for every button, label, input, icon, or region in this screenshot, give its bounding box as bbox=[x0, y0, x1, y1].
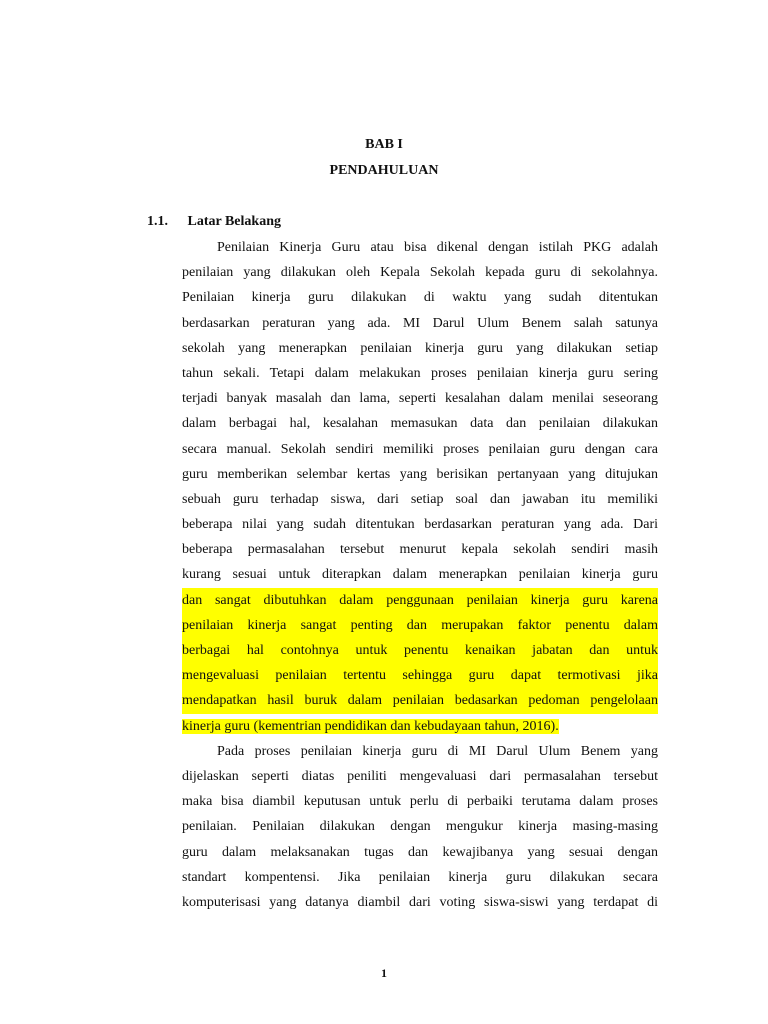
line-text: maka bisa diambil keputusan untuk perlu di perbaiki terutama dalam proses bbox=[182, 794, 658, 810]
body-text bbox=[182, 235, 658, 915]
text-line bbox=[182, 411, 658, 436]
line-text: Pada proses penilaian kinerja guru di MI Darul Ulum Benem yang bbox=[217, 743, 658, 759]
line-text: Penilaian kinerja guru dilakukan di waktu yang sudah ditentukan bbox=[182, 290, 658, 306]
text-line bbox=[182, 462, 658, 487]
line-text: kinerja guru (kementrian pendidikan dan kebudayaan tahun, 2016). bbox=[182, 718, 559, 734]
line-text: sebuah guru terhadap siswa, dari setiap soal dan jawaban itu memiliki bbox=[182, 491, 658, 507]
highlighted-text-line bbox=[182, 688, 658, 713]
line-text: kurang sesuai untuk diterapkan dalam menerapkan penilaian kinerja guru bbox=[182, 567, 658, 583]
text-line bbox=[182, 285, 658, 310]
chapter-number: BAB I bbox=[365, 137, 403, 152]
text-line bbox=[182, 814, 658, 839]
chapter-title: PENDAHULUAN bbox=[329, 163, 439, 178]
text-line bbox=[182, 739, 658, 764]
line-text: guru dalam melaksanakan tugas dan kewajibanya yang sesuai dengan bbox=[182, 844, 658, 860]
text-line bbox=[182, 235, 658, 260]
line-text: mendapatkan hasil buruk dalam penilaian bedasarkan pedoman pengelolaan bbox=[182, 688, 658, 713]
line-text: beberapa permasalahan tersebut menurut kepala sekolah sendiri masih bbox=[182, 542, 658, 558]
text-line bbox=[182, 487, 658, 512]
section-heading bbox=[147, 214, 281, 230]
line-text: Penilaian Kinerja Guru atau bisa dikenal dengan istilah PKG adalah bbox=[217, 240, 658, 255]
line-text: dijelaskan seperti diatas peniliti mengevaluasi dari permasalahan tersebut bbox=[182, 768, 658, 784]
line-text: dalam berbagai hal, kesalahan memasukan data dan penilaian dilakukan bbox=[182, 416, 658, 432]
line-text: mengevaluasi penilaian tertentu sehingga guru dapat termotivasi jika bbox=[182, 663, 658, 688]
text-line bbox=[182, 361, 658, 386]
highlighted-text-line bbox=[182, 638, 658, 663]
line-text: berdasarkan peraturan yang ada. MI Darul Ulum Benem salah satunya bbox=[182, 315, 658, 331]
line-text: penilaian. Penilaian dilakukan dengan mengukur kinerja masing-masing bbox=[182, 819, 658, 835]
text-line bbox=[182, 840, 658, 865]
text-line bbox=[182, 764, 658, 789]
text-line bbox=[182, 260, 658, 285]
text-line bbox=[182, 512, 658, 537]
page-number: 1 bbox=[381, 966, 387, 980]
text-line bbox=[182, 890, 658, 915]
line-text: dan sangat dibutuhkan dalam penggunaan penilaian kinerja guru karena bbox=[182, 588, 658, 613]
section-title: Latar Belakang bbox=[187, 214, 281, 229]
line-text: penilaian kinerja sangat penting dan merupakan faktor penentu dalam bbox=[182, 613, 658, 638]
line-text: beberapa nilai yang sudah ditentukan berdasarkan peraturan yang ada. Dari bbox=[182, 517, 658, 533]
text-line bbox=[182, 789, 658, 814]
highlighted-text-line bbox=[182, 588, 658, 613]
highlighted-text-line bbox=[182, 613, 658, 638]
line-text: sekolah yang menerapkan penilaian kinerja guru yang dilakukan setiap bbox=[182, 340, 658, 356]
text-line bbox=[182, 386, 658, 411]
section-number: 1.1. bbox=[147, 214, 168, 229]
text-line bbox=[182, 336, 658, 361]
line-text: penilaian yang dilakukan oleh Kepala Sekolah kepada guru di sekolahnya. bbox=[182, 265, 658, 281]
highlighted-text-line bbox=[182, 714, 658, 739]
line-text: komputerisasi yang datanya diambil dari voting siswa-siswi yang terdapat di bbox=[182, 894, 658, 910]
text-line bbox=[182, 437, 658, 462]
line-text: guru memberikan selembar kertas yang berisikan pertanyaan yang ditujukan bbox=[182, 466, 658, 482]
text-line bbox=[182, 562, 658, 587]
highlighted-text-line bbox=[182, 663, 658, 688]
text-line bbox=[182, 537, 658, 562]
line-text: terjadi banyak masalah dan lama, seperti kesalahan dalam menilai seseorang bbox=[182, 391, 658, 407]
line-text: secara manual. Sekolah sendiri memiliki proses penilaian guru dengan cara bbox=[182, 441, 658, 457]
line-text: tahun sekali. Tetapi dalam melakukan proses penilaian kinerja guru sering bbox=[182, 365, 658, 381]
text-line bbox=[182, 311, 658, 336]
line-text: berbagai hal contohnya untuk penentu kenaikan jabatan dan untuk bbox=[182, 638, 658, 663]
text-line bbox=[182, 865, 658, 890]
line-text: standart kompentensi. Jika penilaian kinerja guru dilakukan secara bbox=[182, 869, 658, 885]
